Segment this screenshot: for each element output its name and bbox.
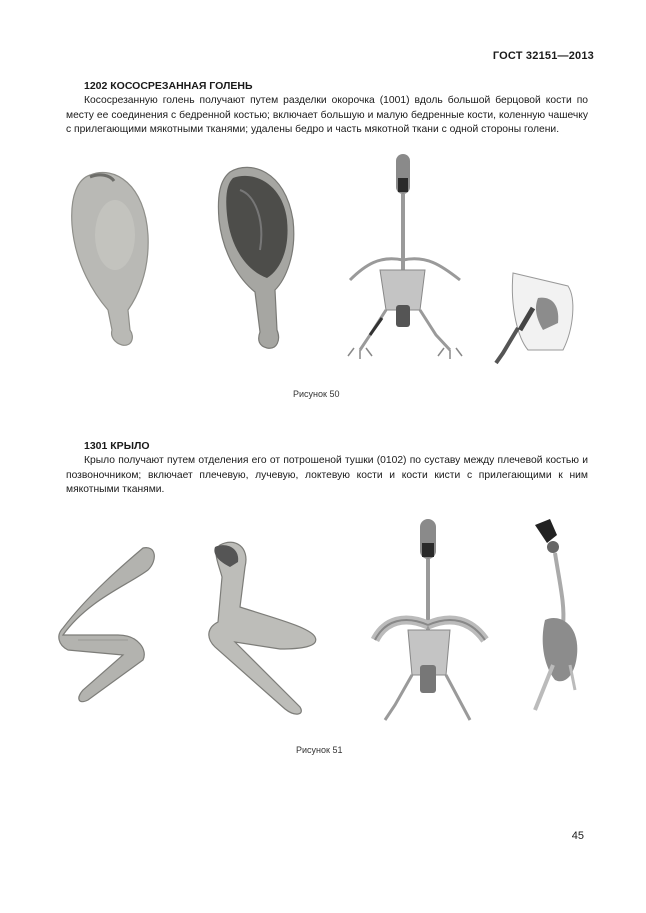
figure-51-caption: Рисунок 51	[296, 745, 343, 755]
drumstick-photo-cut	[205, 160, 305, 355]
skeleton-diagram-wing	[370, 515, 490, 730]
wing-photo-outer	[48, 540, 183, 710]
figure-50-caption: Рисунок 50	[293, 389, 340, 399]
wing-photo-inner	[200, 537, 330, 717]
page-number: 45	[571, 830, 584, 842]
section-text-1202: Кососрезанную голень получают путем разделки окорочка (1001) вдоль большой берцовой кости по месту ее соединения с бедренной костью; включает большую и малую бедренные кости, коленную чашечку с прилегающими мякотными тканями; удалены бедро и часть мякотной ткани с одной стороны голени.	[66, 95, 588, 136]
leg-detail-diagram	[488, 268, 583, 368]
skeleton-diagram-leg	[340, 150, 475, 360]
drumstick-photo-skin	[60, 165, 160, 355]
section-text-1301: Крыло получают путем отделения его от потрошеной тушки (0102) по суставу между плечевой костью и позвоночником; включает плечевую, лучевую, локтевую кости и кости кисти с прилегающими к ним мякотными тканями.	[66, 455, 588, 496]
wing-detail-diagram	[525, 515, 590, 715]
section-title-1301: 1301 КРЫЛО	[84, 440, 150, 452]
standard-code: ГОСТ 32151—2013	[492, 50, 594, 62]
section-title-1202: 1202 КОСОСРЕЗАННАЯ ГОЛЕНЬ	[84, 80, 253, 92]
